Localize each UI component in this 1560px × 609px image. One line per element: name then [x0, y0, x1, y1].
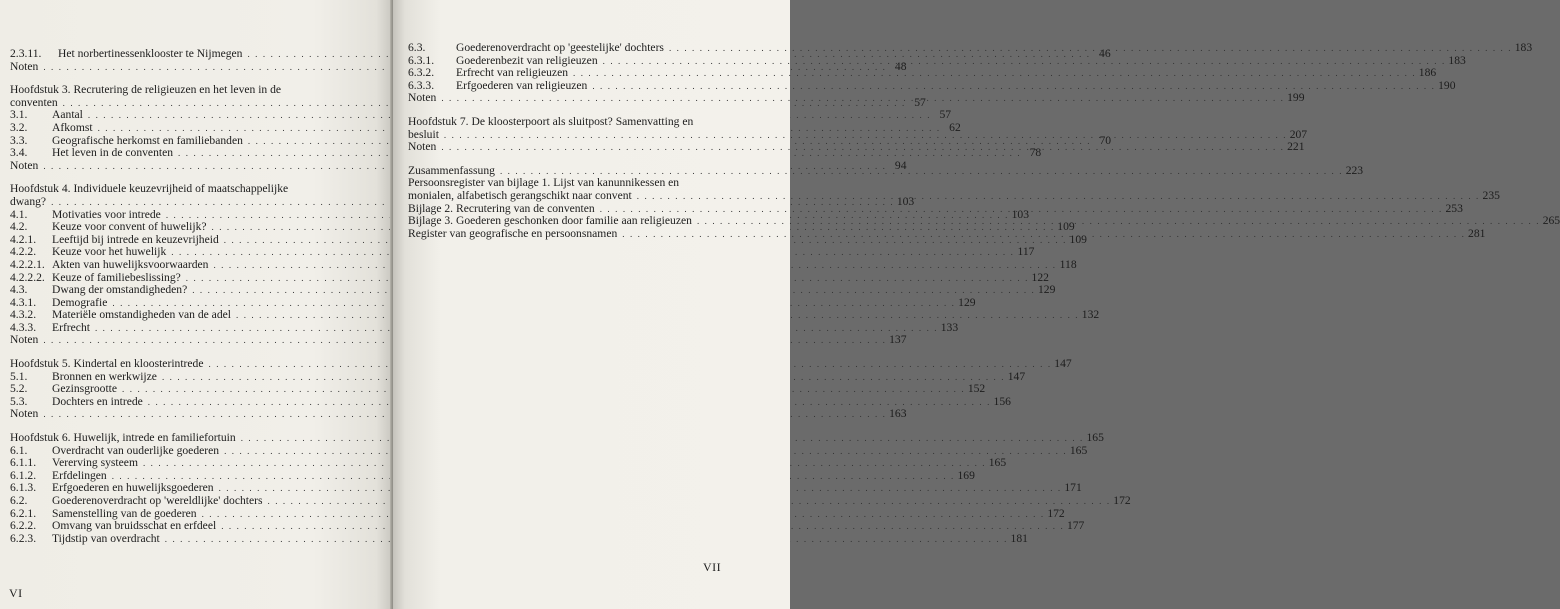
toc-entry	[10, 456, 1007, 470]
toc-entry-number: 2.3.11.	[10, 47, 42, 60]
toc-entry-title: Noten	[10, 407, 39, 421]
toc-entry	[10, 283, 1056, 297]
toc-entry-number: 4.2.2.1.	[10, 257, 45, 271]
toc-entry-number: 4.2.2.2.	[10, 270, 45, 284]
toc-page-number: 165	[1086, 431, 1104, 445]
toc-heading-line: Hoofdstuk 7. De kloosterpoort als sluitpost? Samenvatting en	[408, 114, 694, 128]
toc-page-number: 57	[914, 95, 926, 109]
toc-page-number: 118	[1059, 257, 1077, 271]
toc-leader-dots	[622, 228, 1465, 241]
toc-entry-title: dwang?	[10, 194, 47, 208]
toc-page-number: 165	[1069, 443, 1088, 457]
toc-page-number: 177	[1066, 519, 1085, 533]
toc-entry	[10, 257, 1077, 272]
toc-page-number: 62	[949, 120, 961, 134]
toc-page-number: 147	[1054, 357, 1072, 371]
toc-page-number: 183	[1448, 53, 1466, 67]
toc-entry-title: Noten	[408, 140, 437, 154]
toc-entry	[10, 320, 959, 335]
toc-page-number: 265	[1542, 214, 1560, 228]
toc-entry-title: Register van geografische en persoonsnamen	[408, 226, 618, 240]
toc-page-number: 94	[894, 158, 907, 172]
toc-entry-number: 4.2.1.	[10, 232, 37, 246]
toc-entry-number: 3.1.	[10, 108, 28, 122]
toc-entry-title: Het leven in de conventen	[52, 146, 174, 160]
toc-entry-title: Keuze voor convent of huwelijk?	[52, 220, 207, 234]
toc-entry-title: Keuze of familiebeslissing?	[52, 270, 181, 284]
toc-page-number: 221	[1287, 140, 1305, 154]
toc-page-number: 172	[1047, 506, 1065, 520]
toc-entry	[10, 394, 1011, 409]
toc-entry-number: 6.2.3.	[10, 531, 37, 545]
toc-leader-dots	[600, 203, 1443, 216]
toc-entry-title: Noten	[408, 91, 437, 105]
toc-leader-dots	[444, 129, 1287, 142]
toc-entry-title: Erfrecht van religieuzen	[456, 66, 569, 80]
toc-entry-title: Goederenoverdracht op 'wereldlijke' dochters	[52, 494, 263, 507]
toc-entry-title: Vererving systeem	[52, 456, 138, 470]
toc-entry-title: Samenstelling van de goederen	[52, 506, 197, 520]
toc-entry	[10, 531, 1028, 546]
toc-entry-number: 3.3.	[10, 133, 28, 147]
toc-page-number: 186	[1418, 66, 1437, 80]
toc-page-number: 46	[1099, 47, 1111, 60]
toc-leader-dots	[441, 141, 1284, 154]
toc-page-number: 163	[889, 407, 907, 421]
toc-page-number: 156	[993, 394, 1011, 408]
toc-entry-number: 5.2.	[10, 382, 28, 396]
toc-leader-dots	[603, 55, 1446, 68]
toc-entry-title: besluit	[408, 127, 439, 141]
toc-page-number: 70	[1099, 133, 1112, 147]
toc-entry-title: Noten	[10, 158, 39, 172]
toc-page-number: 132	[1081, 308, 1100, 322]
toc-leader-dots	[669, 42, 1512, 55]
toc-entry-number: 6.1.2.	[10, 468, 37, 482]
page-number-right: VII	[703, 560, 722, 574]
toc-page-number: 171	[1064, 481, 1082, 495]
toc-entry-title: Materiële omstandigheden van de adel	[52, 308, 231, 322]
toc-entry-title: Zusammenfassung	[408, 163, 495, 177]
toc-entry-number: 6.2.2.	[10, 519, 37, 533]
toc-entry-title: conventen	[10, 95, 58, 109]
toc-entry-number: 3.4.	[10, 146, 28, 160]
toc-entry-title: Demografie	[52, 295, 108, 309]
toc-entry-number: 5.1.	[10, 369, 28, 383]
toc-entry-number: 4.2.	[10, 220, 28, 234]
toc-page-number: 122	[1031, 270, 1049, 284]
toc-leader-dots	[637, 190, 1480, 203]
toc-page-number: 57	[939, 108, 952, 122]
toc-leader-dots	[697, 215, 1540, 228]
toc-page-number: 181	[1010, 531, 1028, 545]
toc-entry-number: 6.2.	[10, 494, 28, 507]
toc-page-number: 48	[894, 59, 907, 73]
toc-entry-title: Keuze voor het huwelijk	[52, 245, 167, 259]
toc-entry-title: Goederenoverdracht op 'geestelijke' dochters	[456, 41, 664, 54]
toc-entry-title: Goederenbezit van religieuzen	[456, 53, 598, 67]
toc-entry-title: Tijdstip van overdracht	[52, 531, 160, 545]
toc-entry-title: Hoofdstuk 6. Huwelijk, intrede en familiefortuin	[10, 431, 236, 445]
toc-entry-title: Noten	[10, 333, 39, 347]
toc-entry-title: Erfrecht	[52, 320, 90, 334]
page-number-left: VI	[9, 586, 23, 600]
toc-page-number: 103	[896, 194, 915, 208]
toc-entry-title: Overdracht van ouderlijke goederen	[52, 443, 220, 457]
toc-entry-title: Erfgoederen van religieuzen	[456, 78, 588, 92]
toc-entry-title: Aantal	[52, 108, 83, 122]
toc-entry-number: 6.1.	[10, 443, 28, 457]
toc-entry-title: Gezinsgrootte	[52, 382, 118, 396]
toc-entry	[408, 78, 1456, 93]
toc-entry-title: Erfdelingen	[52, 468, 107, 482]
toc-entry-title: Het norbertinessenklooster te Nijmegen	[58, 47, 243, 60]
toc-entry-title: Bijlage 2. Recrutering van de conventen	[408, 201, 595, 215]
toc-page-number: 103	[1011, 207, 1029, 221]
toc-heading-line: Persoonsregister van bijlage 1. Lijst van kanunnikessen en	[408, 176, 680, 190]
toc-leader-dots	[573, 67, 1416, 80]
toc-entry-number: 6.3.2.	[408, 66, 435, 80]
toc-entry-number: 4.3.3.	[10, 320, 37, 334]
toc-entry	[10, 519, 1085, 533]
toc-entry-number: 6.3.3.	[408, 78, 435, 92]
toc-entry-number: 4.3.1.	[10, 295, 37, 309]
toc-page-number: 165	[988, 456, 1007, 470]
toc-entry-title: Geografische herkomst en familiebanden	[52, 133, 243, 147]
toc-page-number: 109	[1057, 220, 1075, 234]
toc-page-number: 169	[957, 468, 975, 482]
toc-entry-title: Dochters en intrede	[52, 394, 143, 408]
toc-page-number: 281	[1468, 226, 1486, 240]
toc-entry	[10, 308, 1100, 322]
toc-leader-dots	[441, 92, 1284, 105]
toc-entry-title: Motivaties voor intrede	[52, 207, 161, 221]
toc-page-number: 137	[889, 333, 907, 347]
toc-page-number: 78	[1029, 146, 1042, 160]
toc-heading-line: Hoofdstuk 4. Individuele keuzevrijheid of maatschappelijke	[10, 182, 289, 196]
toc-entry-number: 4.3.	[10, 283, 28, 297]
toc-entry	[10, 494, 1131, 508]
toc-entry-number: 6.3.	[408, 41, 426, 54]
toc-page-number: 190	[1438, 78, 1456, 92]
toc-entry-title: Erfgoederen en huwelijksgoederen	[52, 481, 214, 495]
toc-page-number: 172	[1113, 494, 1131, 507]
toc-entry-title: Bronnen en werkwijze	[52, 369, 157, 383]
toc-page-number: 207	[1289, 127, 1308, 141]
toc-entry	[10, 357, 1072, 371]
toc-entry-number: 6.2.1.	[10, 506, 37, 520]
toc-page-number: 199	[1287, 91, 1305, 105]
toc-entry-number: 6.1.3.	[10, 481, 37, 495]
toc-page-number: 109	[1069, 232, 1087, 246]
toc-entry-number: 4.3.2.	[10, 308, 37, 322]
toc-page-number: 129	[958, 295, 976, 309]
toc-page-number: 133	[940, 320, 959, 334]
toc-entry-title: Noten	[10, 59, 39, 73]
toc-entry-number: 6.1.1.	[10, 456, 37, 470]
toc-entry-number: 4.2.2.	[10, 245, 37, 259]
toc-heading-line: Hoofdstuk 3. Recrutering de religieuzen en het leven in de	[10, 83, 282, 97]
toc-page-number: 152	[967, 382, 986, 396]
toc-entry-title: monialen, alfabetisch gerangschikt naar convent	[408, 188, 632, 202]
toc-page-number: 183	[1514, 41, 1533, 54]
toc-entry-number: 5.3.	[10, 394, 28, 408]
toc-entry-title: Hoofdstuk 5. Kindertal en kloosterintrede	[10, 357, 204, 371]
toc-page-number: 223	[1345, 163, 1364, 177]
toc-page-number: 117	[1017, 245, 1035, 259]
toc-entry-title: Akten van huwelijksvoorwaarden	[52, 257, 209, 271]
toc-entry-number: 6.3.1.	[408, 53, 435, 67]
toc-entry-title: Dwang der omstandigheden?	[52, 283, 188, 297]
toc-page-number: 235	[1482, 188, 1500, 202]
toc-entry-number: 4.1.	[10, 207, 28, 221]
toc-entry	[10, 382, 986, 396]
toc-entry-title: Afkomst	[52, 120, 93, 134]
toc-page-number: 253	[1445, 201, 1463, 215]
toc-entry	[10, 407, 907, 421]
toc-entry-number: 3.2.	[10, 120, 28, 134]
toc-entry-title: Omvang van bruidsschat en erfdeel	[52, 519, 217, 533]
toc-entry-title: Leeftijd bij intrede en keuzevrijheid	[52, 232, 219, 246]
toc-entry	[10, 333, 907, 347]
toc-leader-dots	[592, 80, 1435, 93]
toc-entry-title: Bijlage 3. Goederen geschonken door familie aan religieuzen	[408, 214, 692, 228]
toc-entry	[10, 431, 1104, 445]
toc-page-number: 129	[1038, 283, 1056, 297]
toc-page-number: 147	[1007, 369, 1026, 383]
